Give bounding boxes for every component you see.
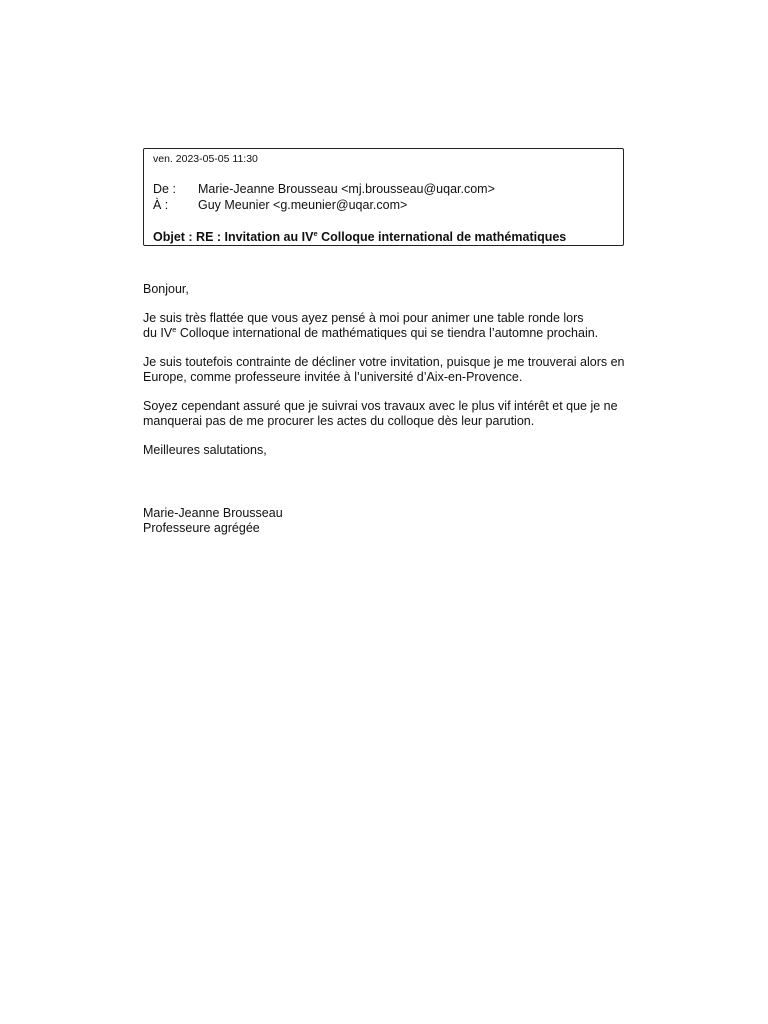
paragraph-1-ordinal-suffix: e [172,324,177,334]
email-date: ven. 2023-05-05 11:30 [153,153,258,165]
paragraph-1-line-2-suffix: Colloque international de mathématiques qui se tiendra l’automne prochain. [176,326,599,340]
from-label: De : [153,182,176,196]
subject-prefix: Objet : RE : Invitation au IV [153,230,314,244]
email-body [143,282,643,458]
from-value: Marie-Jeanne Brousseau <mj.brousseau@uqar.com> [198,182,495,196]
from-row [153,182,495,197]
paragraph-3-line-2: manquerai pas de me procurer les actes du colloque dès leur parution. [143,414,535,428]
paragraph-1-line-1: Je suis très flattée que vous ayez pensé à moi pour animer une table ronde lors [143,311,584,325]
closing: Meilleures salutations, [143,443,267,457]
signature-title: Professeure agrégée [143,521,260,535]
paragraph-2 [143,355,643,385]
email-subject [153,230,566,244]
to-value: Guy Meunier <g.meunier@uqar.com> [198,198,408,212]
paragraph-2-line-1: Je suis toutefois contrainte de décliner votre invitation, puisque je me trouverai alors en [143,355,625,369]
paragraph-3-line-1: Soyez cependant assuré que je suivrai vos travaux avec le plus vif intérêt et que je ne [143,399,618,413]
subject-ordinal-suffix: e [313,228,318,238]
paragraph-1-line-2-prefix: du IV [143,326,173,340]
email-header-box [143,148,624,246]
paragraph-1 [143,311,643,341]
paragraph-2-line-2: Europe, comme professeure invitée à l’université d’Aix-en-Provence. [143,370,523,384]
greeting: Bonjour, [143,282,189,296]
to-label: À : [153,198,169,212]
paragraph-3 [143,399,643,429]
subject-suffix: Colloque international de mathématiques [317,230,567,244]
signature-name: Marie-Jeanne Brousseau [143,506,283,520]
to-row [153,198,407,213]
signature-block [143,506,283,536]
